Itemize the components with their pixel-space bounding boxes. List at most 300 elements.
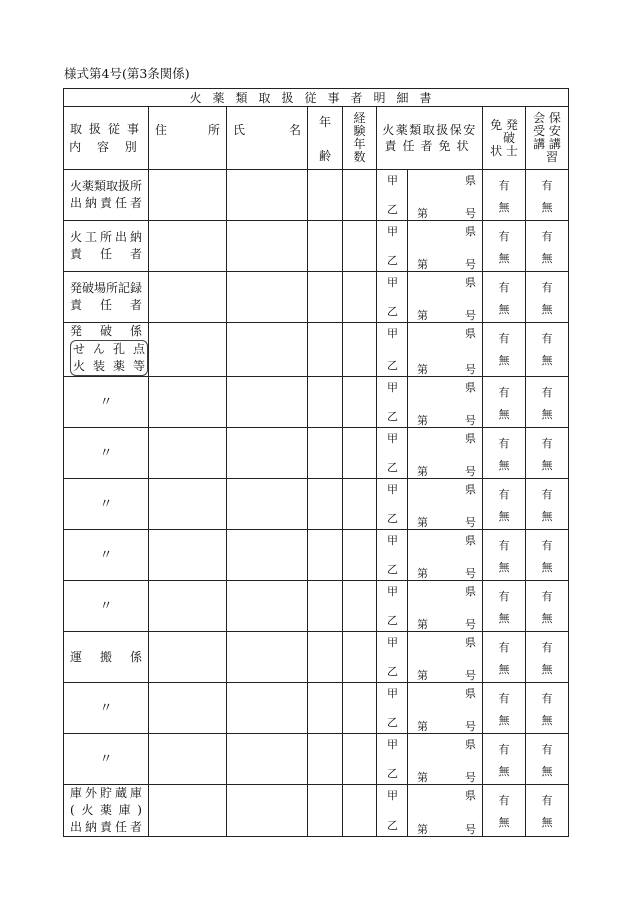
age-cell[interactable] — [308, 428, 343, 479]
blaster-yes-no-cell[interactable] — [483, 734, 526, 785]
course-yes-no-cell[interactable] — [526, 272, 569, 323]
yes-option[interactable]: 有 — [541, 386, 553, 399]
header-address — [149, 107, 227, 170]
row-type-line: 発 破 係 — [70, 324, 142, 338]
experience-cell[interactable] — [343, 581, 377, 632]
name-cell[interactable] — [227, 785, 308, 837]
age-cell[interactable] — [308, 530, 343, 581]
course-yes-no-cell[interactable] — [526, 581, 569, 632]
row-type-bracket-line: 火装薬等 — [73, 359, 145, 373]
address-cell[interactable] — [149, 428, 227, 479]
license-number-suffix: 号 — [465, 207, 476, 220]
license-divider — [407, 272, 408, 322]
blaster-yes-no-cell[interactable] — [483, 581, 526, 632]
license-class-a: 甲 — [387, 276, 398, 289]
header-license — [377, 107, 483, 170]
no-option[interactable]: 無 — [498, 303, 510, 316]
ditto-mark: 〃 — [99, 496, 113, 512]
header-type-line1: 取扱従事 — [69, 122, 146, 136]
no-option[interactable]: 無 — [498, 201, 510, 214]
table-title: 火薬類取扱従事者明細書 — [64, 89, 569, 107]
age-cell[interactable] — [308, 377, 343, 428]
table-row — [64, 734, 569, 785]
experience-cell[interactable] — [343, 323, 377, 377]
table-body — [64, 170, 569, 837]
course-yes-no-cell[interactable] — [526, 734, 569, 785]
row-type-bracket-line: せん孔点 — [73, 342, 145, 356]
header-name-a: 氏 — [233, 123, 246, 137]
license-number-prefix: 第 — [417, 363, 428, 376]
row-type-cell — [64, 323, 149, 377]
license-class-b: 乙 — [387, 767, 398, 780]
license-class-b: 乙 — [387, 359, 398, 372]
table-row — [64, 479, 569, 530]
course-yes-no-cell[interactable] — [526, 683, 569, 734]
yes-option[interactable]: 有 — [498, 179, 510, 192]
course-yes-no-cell[interactable] — [526, 428, 569, 479]
name-cell[interactable] — [227, 221, 308, 272]
license-number-suffix: 号 — [465, 363, 476, 376]
license-number-prefix: 第 — [417, 618, 428, 631]
yes-option[interactable]: 有 — [541, 332, 553, 345]
row-type-cell — [64, 170, 149, 221]
course-yes-no-cell[interactable] — [526, 170, 569, 221]
ditto-mark: 〃 — [99, 700, 113, 716]
no-option[interactable]: 無 — [541, 612, 553, 625]
license-number-suffix: 号 — [465, 258, 476, 271]
no-option[interactable]: 無 — [541, 459, 553, 472]
license-number-prefix: 第 — [417, 720, 428, 733]
row-type-cell — [64, 632, 149, 683]
course-yes-no-cell[interactable] — [526, 632, 569, 683]
license-class-b: 乙 — [387, 665, 398, 678]
license-class-a: 甲 — [387, 738, 398, 751]
table-row — [64, 272, 569, 323]
address-cell[interactable] — [149, 221, 227, 272]
license-number-suffix: 号 — [465, 465, 476, 478]
no-option[interactable]: 無 — [498, 354, 510, 367]
no-option[interactable]: 無 — [498, 408, 510, 421]
course-yes-no-cell[interactable] — [526, 479, 569, 530]
license-divider — [407, 581, 408, 631]
license-cell[interactable] — [377, 221, 483, 272]
blaster-yes-no-cell[interactable] — [483, 428, 526, 479]
license-divider — [407, 479, 408, 529]
yes-option[interactable]: 有 — [498, 332, 510, 345]
license-number-prefix: 第 — [417, 465, 428, 478]
yes-option[interactable]: 有 — [541, 743, 553, 756]
license-number-suffix: 号 — [465, 720, 476, 733]
license-cell[interactable] — [377, 734, 483, 785]
license-prefecture: 県 — [465, 636, 476, 649]
license-number-prefix: 第 — [417, 516, 428, 529]
course-yes-no-cell[interactable] — [526, 221, 569, 272]
license-class-b: 乙 — [387, 203, 398, 216]
no-option[interactable]: 無 — [541, 303, 553, 316]
license-class-a: 甲 — [387, 225, 398, 238]
yes-option[interactable]: 有 — [541, 230, 553, 243]
blaster-yes-no-cell[interactable] — [483, 530, 526, 581]
yes-option[interactable]: 有 — [498, 794, 510, 807]
license-cell[interactable] — [377, 683, 483, 734]
yes-option[interactable]: 有 — [498, 386, 510, 399]
license-class-a: 甲 — [387, 327, 398, 340]
no-option[interactable]: 無 — [498, 510, 510, 523]
header-course-line2: 受 安 — [533, 124, 561, 138]
row-type-line: 庫外貯蔵庫 — [70, 786, 142, 800]
yes-option[interactable]: 有 — [541, 590, 553, 603]
row-type-cell — [64, 530, 149, 581]
header-license-line1: 火薬類取扱保安 — [382, 123, 477, 137]
ditto-mark: 〃 — [99, 547, 113, 563]
header-blaster-line1: 免 発 — [490, 117, 518, 132]
header-blaster-line2: 破 — [502, 130, 515, 145]
license-divider — [407, 428, 408, 478]
license-class-b: 乙 — [387, 819, 398, 832]
blaster-yes-no-cell[interactable] — [483, 785, 526, 837]
course-yes-no-cell[interactable] — [526, 323, 569, 377]
header-course-line3: 講 講 — [533, 137, 561, 151]
ditto-mark: 〃 — [99, 751, 113, 767]
row-type-cell — [64, 272, 149, 323]
header-course — [526, 107, 569, 170]
age-cell[interactable] — [308, 785, 343, 837]
license-prefecture: 県 — [465, 585, 476, 598]
header-exp-4: 数 — [353, 150, 366, 164]
name-cell[interactable] — [227, 581, 308, 632]
license-number-prefix: 第 — [417, 771, 428, 784]
age-cell[interactable] — [308, 632, 343, 683]
row-type-line: 責 任 者 — [70, 298, 142, 312]
blaster-yes-no-cell[interactable] — [483, 323, 526, 377]
yes-option[interactable]: 有 — [541, 179, 553, 192]
license-number-suffix: 号 — [465, 309, 476, 322]
license-number-suffix: 号 — [465, 516, 476, 529]
license-number-suffix: 号 — [465, 414, 476, 427]
yes-option[interactable]: 有 — [498, 230, 510, 243]
license-prefecture: 県 — [465, 381, 476, 394]
row-type-line: 責 任 者 — [70, 247, 142, 261]
license-cell[interactable] — [377, 632, 483, 683]
no-option[interactable]: 無 — [498, 816, 510, 829]
license-divider — [407, 530, 408, 580]
blaster-yes-no-cell[interactable] — [483, 632, 526, 683]
name-cell[interactable] — [227, 530, 308, 581]
license-cell[interactable] — [377, 530, 483, 581]
table-row — [64, 323, 569, 377]
experience-cell[interactable] — [343, 632, 377, 683]
name-cell[interactable] — [227, 479, 308, 530]
row-type-cell — [64, 377, 149, 428]
license-cell[interactable] — [377, 479, 483, 530]
header-course-line1: 会 保 — [533, 111, 561, 125]
table-row — [64, 428, 569, 479]
address-cell[interactable] — [149, 323, 227, 377]
row-type-cell — [64, 683, 149, 734]
yes-option[interactable]: 有 — [541, 641, 553, 654]
name-cell[interactable] — [227, 377, 308, 428]
name-cell[interactable] — [227, 632, 308, 683]
no-option[interactable]: 無 — [541, 714, 553, 727]
address-cell[interactable] — [149, 479, 227, 530]
address-cell[interactable] — [149, 377, 227, 428]
name-cell[interactable] — [227, 323, 308, 377]
table-row — [64, 785, 569, 837]
no-option[interactable]: 無 — [541, 354, 553, 367]
header-name — [227, 107, 308, 170]
form-label: 様式第4号(第3条関係) — [64, 66, 190, 81]
course-yes-no-cell[interactable] — [526, 530, 569, 581]
header-row — [64, 107, 569, 170]
experience-cell[interactable] — [343, 479, 377, 530]
license-number-prefix: 第 — [417, 567, 428, 580]
no-option[interactable]: 無 — [498, 459, 510, 472]
no-option[interactable]: 無 — [541, 765, 553, 778]
yes-option[interactable]: 有 — [498, 692, 510, 705]
license-cell[interactable] — [377, 170, 483, 221]
table-row — [64, 581, 569, 632]
license-class-b: 乙 — [387, 614, 398, 627]
header-type-line2: 内 容 別 — [69, 140, 143, 154]
row-type-cell — [64, 734, 149, 785]
no-option[interactable]: 無 — [541, 663, 553, 676]
row-type-line: 発破場所記録 — [70, 281, 143, 295]
row-type-cell — [64, 581, 149, 632]
license-prefecture: 県 — [465, 738, 476, 751]
table-row — [64, 377, 569, 428]
row-type-cell — [64, 479, 149, 530]
table-row — [64, 632, 569, 683]
no-option[interactable]: 無 — [498, 252, 510, 265]
address-cell[interactable] — [149, 581, 227, 632]
experience-cell[interactable] — [343, 683, 377, 734]
yes-option[interactable]: 有 — [498, 539, 510, 552]
yes-option[interactable]: 有 — [541, 794, 553, 807]
license-class-a: 甲 — [387, 636, 398, 649]
license-cell[interactable] — [377, 377, 483, 428]
blaster-yes-no-cell[interactable] — [483, 272, 526, 323]
experience-cell[interactable] — [343, 221, 377, 272]
no-option[interactable]: 無 — [498, 714, 510, 727]
license-class-b: 乙 — [387, 410, 398, 423]
license-cell[interactable] — [377, 581, 483, 632]
course-yes-no-cell[interactable] — [526, 785, 569, 837]
experience-cell[interactable] — [343, 428, 377, 479]
license-divider — [407, 221, 408, 271]
license-cell[interactable] — [377, 785, 483, 837]
header-exp-2: 験 — [353, 124, 366, 138]
yes-option[interactable]: 有 — [541, 488, 553, 501]
yes-option[interactable]: 有 — [498, 743, 510, 756]
license-cell[interactable] — [377, 272, 483, 323]
row-type-line: 出納責任者 — [70, 820, 142, 834]
blaster-yes-no-cell[interactable] — [483, 377, 526, 428]
ditto-mark: 〃 — [99, 394, 113, 410]
header-course-line4: 習 — [546, 150, 559, 164]
address-cell[interactable] — [149, 530, 227, 581]
name-cell[interactable] — [227, 170, 308, 221]
row-type-line: 火薬類取扱所 — [70, 179, 143, 193]
license-prefecture: 県 — [465, 432, 476, 445]
license-number-suffix: 号 — [465, 618, 476, 631]
license-divider — [407, 734, 408, 784]
license-class-a: 甲 — [387, 789, 398, 802]
license-prefecture: 県 — [465, 687, 476, 700]
license-number-prefix: 第 — [417, 823, 428, 836]
address-cell[interactable] — [149, 785, 227, 837]
age-cell[interactable] — [308, 323, 343, 377]
license-divider — [407, 323, 408, 376]
yes-option[interactable]: 有 — [498, 590, 510, 603]
experience-cell[interactable] — [343, 170, 377, 221]
license-divider — [407, 785, 408, 836]
license-number-prefix: 第 — [417, 414, 428, 427]
no-option[interactable]: 無 — [541, 408, 553, 421]
table-row — [64, 221, 569, 272]
course-yes-no-cell[interactable] — [526, 377, 569, 428]
license-prefecture: 県 — [465, 483, 476, 496]
blaster-yes-no-cell[interactable] — [483, 479, 526, 530]
license-cell[interactable] — [377, 428, 483, 479]
experience-cell[interactable] — [343, 377, 377, 428]
license-class-b: 乙 — [387, 716, 398, 729]
no-option[interactable]: 無 — [541, 252, 553, 265]
yes-option[interactable]: 有 — [498, 437, 510, 450]
license-class-a: 甲 — [387, 174, 398, 187]
no-option[interactable]: 無 — [498, 612, 510, 625]
row-type-line: (火薬庫) — [70, 803, 142, 817]
address-cell[interactable] — [149, 632, 227, 683]
header-address-a: 住 — [155, 123, 168, 137]
personnel-table — [63, 88, 569, 837]
license-divider — [407, 377, 408, 427]
age-cell[interactable] — [308, 170, 343, 221]
header-name-b: 名 — [288, 123, 301, 137]
header-blaster-line3: 状 士 — [490, 143, 518, 158]
license-class-b: 乙 — [387, 512, 398, 525]
blaster-yes-no-cell[interactable] — [483, 683, 526, 734]
age-cell[interactable] — [308, 479, 343, 530]
license-number-suffix: 号 — [465, 567, 476, 580]
license-cell[interactable] — [377, 323, 483, 377]
ditto-mark: 〃 — [99, 445, 113, 461]
header-age-a: 年 — [318, 115, 331, 129]
address-cell[interactable] — [149, 683, 227, 734]
name-cell[interactable] — [227, 428, 308, 479]
experience-cell[interactable] — [343, 272, 377, 323]
experience-cell[interactable] — [343, 785, 377, 837]
table-row — [64, 683, 569, 734]
license-number-prefix: 第 — [417, 258, 428, 271]
age-cell[interactable] — [308, 683, 343, 734]
row-type-line: 出納責任者 — [70, 196, 142, 210]
license-number-suffix: 号 — [465, 669, 476, 682]
row-type-line: 運 搬 係 — [70, 649, 142, 664]
license-number-prefix: 第 — [417, 309, 428, 322]
address-cell[interactable] — [149, 170, 227, 221]
header-address-b: 所 — [207, 123, 220, 137]
license-class-b: 乙 — [387, 563, 398, 576]
name-cell[interactable] — [227, 734, 308, 785]
row-type-cell — [64, 785, 149, 837]
license-number-suffix: 号 — [465, 771, 476, 784]
no-option[interactable]: 無 — [541, 201, 553, 214]
yes-option[interactable]: 有 — [498, 488, 510, 501]
header-age — [308, 107, 343, 170]
license-prefecture: 県 — [465, 276, 476, 289]
license-class-a: 甲 — [387, 687, 398, 700]
experience-cell[interactable] — [343, 734, 377, 785]
license-number-prefix: 第 — [417, 207, 428, 220]
experience-cell[interactable] — [343, 530, 377, 581]
license-prefecture: 県 — [465, 534, 476, 547]
license-divider — [407, 632, 408, 682]
no-option[interactable]: 無 — [498, 765, 510, 778]
row-type-cell — [64, 428, 149, 479]
license-class-a: 甲 — [387, 585, 398, 598]
row-type-line: 火工所出納 — [70, 230, 142, 244]
no-option[interactable]: 無 — [498, 663, 510, 676]
license-divider — [407, 170, 408, 220]
address-cell[interactable] — [149, 272, 227, 323]
no-option[interactable]: 無 — [541, 816, 553, 829]
license-number-suffix: 号 — [465, 823, 476, 836]
name-cell[interactable] — [227, 683, 308, 734]
license-divider — [407, 683, 408, 733]
no-option[interactable]: 無 — [541, 561, 553, 574]
license-prefecture: 県 — [465, 225, 476, 238]
no-option[interactable]: 無 — [541, 510, 553, 523]
address-cell[interactable] — [149, 734, 227, 785]
yes-option[interactable]: 有 — [498, 281, 510, 294]
age-cell[interactable] — [308, 272, 343, 323]
header-license-line2: 責任者免状 — [384, 139, 475, 153]
blaster-yes-no-cell[interactable] — [483, 170, 526, 221]
header-exp-3: 年 — [353, 137, 366, 151]
yes-option[interactable]: 有 — [541, 539, 553, 552]
ditto-mark: 〃 — [99, 598, 113, 614]
age-cell[interactable] — [308, 581, 343, 632]
header-exp-1: 経 — [353, 111, 366, 125]
license-class-a: 甲 — [387, 432, 398, 445]
license-class-b: 乙 — [387, 254, 398, 267]
license-prefecture: 県 — [465, 789, 476, 802]
blaster-yes-no-cell[interactable] — [483, 221, 526, 272]
license-class-b: 乙 — [387, 305, 398, 318]
header-blaster — [483, 107, 526, 170]
license-number-prefix: 第 — [417, 669, 428, 682]
yes-option[interactable]: 有 — [541, 281, 553, 294]
license-class-a: 甲 — [387, 534, 398, 547]
license-prefecture: 県 — [465, 327, 476, 340]
age-cell[interactable] — [308, 221, 343, 272]
license-prefecture: 県 — [465, 174, 476, 187]
no-option[interactable]: 無 — [498, 561, 510, 574]
table-row — [64, 530, 569, 581]
yes-option[interactable]: 有 — [541, 437, 553, 450]
bracket-group — [70, 340, 148, 376]
table-row — [64, 170, 569, 221]
header-type — [64, 107, 149, 170]
header-experience — [343, 107, 377, 170]
license-class-a: 甲 — [387, 381, 398, 394]
header-age-b: 齢 — [318, 149, 331, 163]
row-type-cell — [64, 221, 149, 272]
yes-option[interactable]: 有 — [541, 692, 553, 705]
yes-option[interactable]: 有 — [498, 641, 510, 654]
age-cell[interactable] — [308, 734, 343, 785]
name-cell[interactable] — [227, 272, 308, 323]
